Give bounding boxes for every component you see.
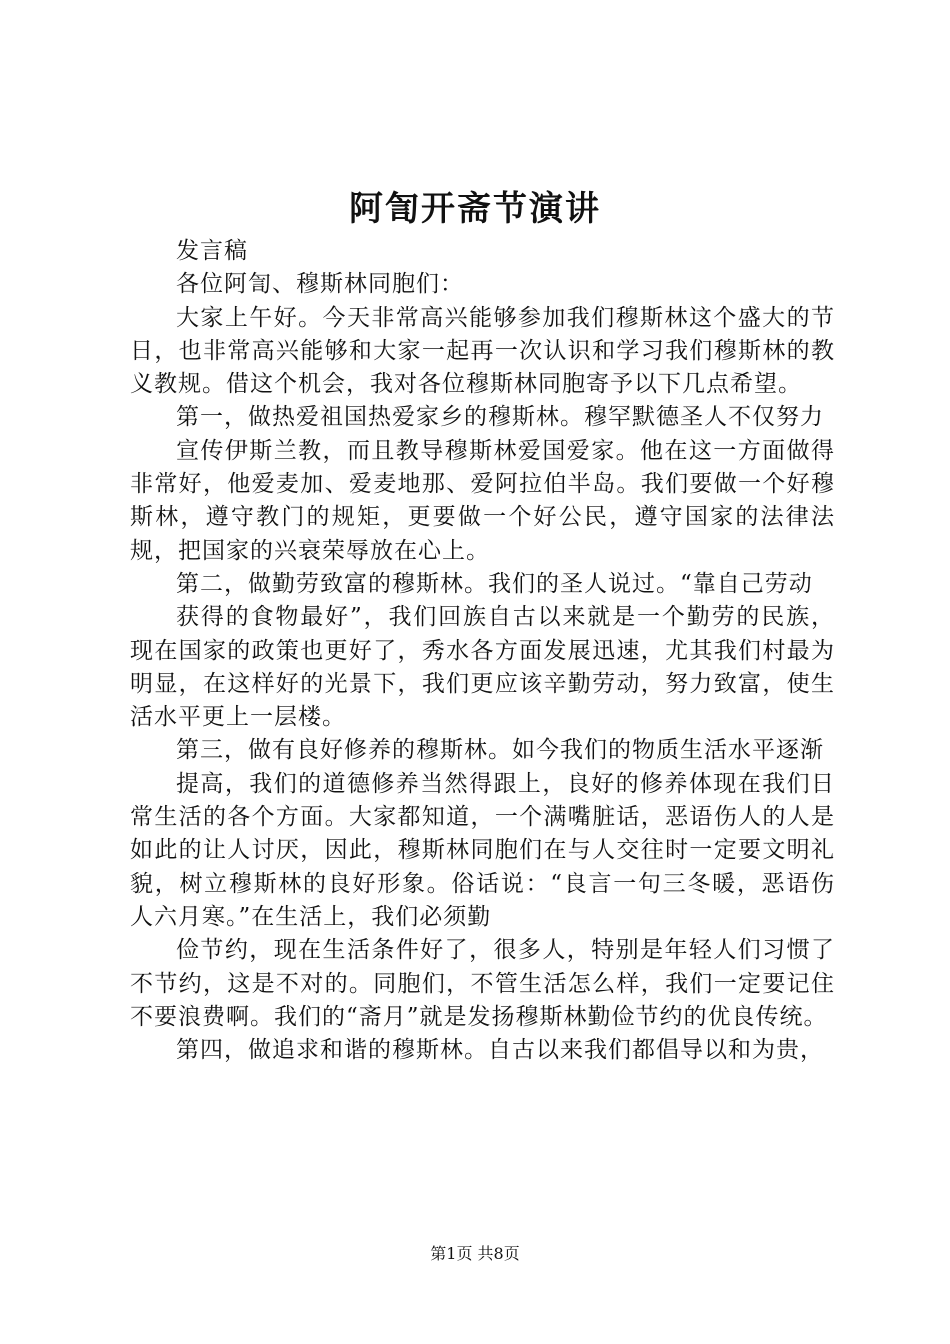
paragraph-speech-label: 发言稿 (176, 238, 248, 264)
paragraph-point-four: 第四，做追求和谐的穆斯林。自古以来我们都倡导以和为贵， (176, 1037, 824, 1064)
paragraph-point-three: 第三，做有良好修养的穆斯林。如今我们的物质生活水平逐渐 (176, 737, 824, 764)
paragraph-point-two-detail: 获得的食物最好”，我们回族自古以来就是一个勤劳的民族，现在国家的政策也更好了，秀水各方面发展迅速，尤其我们村最为明显，在这样好的光景下，我们更应该辛勤劳动，努力致富，使生活水平更上一层楼。 (130, 604, 835, 731)
page-footer: 第1页 共8页 (430, 1244, 520, 1263)
paragraph-thrift: 俭节约，现在生活条件好了，很多人，特别是年轻人们习惯了不节约，这是不对的。同胞们，不管生活怎么样，我们一定要记住不要浪费啊。我们的“斋月”就是发扬穆斯林勤俭节约的优良传统。 (130, 937, 835, 1030)
document-title: 阿訇开斋节演讲 (349, 189, 601, 229)
document-body (130, 235, 835, 1067)
paragraph-point-one-detail: 宣传伊斯兰教，而且教导穆斯林爱国爱家。他在这一方面做得非常好，他爱麦加、爱麦地那、爱阿拉伯半岛。我们要做一个好穆斯林，遵守教门的规矩，更要做一个好公民，遵守国家的法律法规，把国家的兴衰荣辱放在心上。 (130, 437, 835, 564)
paragraph-greeting: 大家上午好。今天非常高兴能够参加我们穆斯林这个盛大的节日，也非常高兴能够和大家一起再一次认识和学习我们穆斯林的教义教规。借这个机会，我对各位穆斯林同胞寄予以下几点希望。 (130, 304, 835, 398)
paragraph-salutation: 各位阿訇、穆斯林同胞们： (176, 271, 464, 298)
paragraph-point-one: 第一，做热爱祖国热爱家乡的穆斯林。穆罕默德圣人不仅努力 (176, 404, 824, 431)
paragraph-point-two: 第二，做勤劳致富的穆斯林。我们的圣人说过。“靠自己劳动 (176, 570, 813, 597)
paragraph-point-three-detail: 提高，我们的道德修养当然得跟上，良好的修养体现在我们日常生活的各个方面。大家都知道，一个满嘴脏话，恶语伤人的人是如此的让人讨厌，因此，穆斯林同胞们在与人交往时一定要文明礼貌，树立穆斯林的良好形象。俗话说：“良言一句三冬暖，恶语伤人六月寒。”在生活上，我们必须勤 (130, 770, 835, 930)
